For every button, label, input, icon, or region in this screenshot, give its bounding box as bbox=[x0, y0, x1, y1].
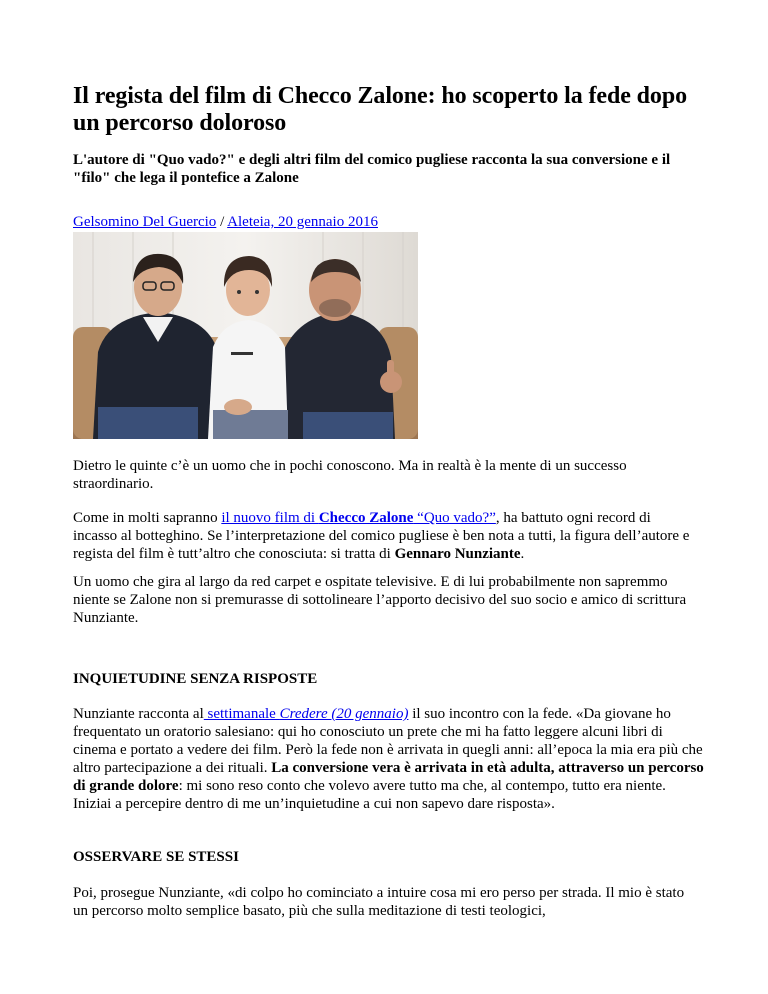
p4-bold: La conversione vera è arrivata in età adulta, attraverso un percorso di grande dolore bbox=[73, 760, 704, 794]
paragraph-1: Dietro le quinte c’è un uomo che in pochi conoscono. Ma in realtà è la mente di un successo straordinario. bbox=[73, 458, 627, 492]
section-heading-1: INQUIETUDINE SENZA RISPOSTE bbox=[73, 671, 318, 687]
article-photo bbox=[73, 232, 418, 439]
section-heading-2: OSSERVARE SE STESSI bbox=[73, 849, 239, 865]
photo-three-men-icon bbox=[73, 232, 418, 439]
article-subtitle: L'autore di "Quo vado?" e degli altri film del comico pugliese racconta la sua conversione e il "filo" che lega il pontefice a Zalone bbox=[73, 152, 671, 186]
author-link[interactable]: Gelsomino Del Guercio bbox=[73, 214, 217, 230]
film-link-bold: Checco Zalone bbox=[318, 510, 414, 526]
p2-text-1: Come in molti sapranno bbox=[73, 510, 222, 526]
p2-bold: Gennaro Nunziante bbox=[394, 546, 521, 562]
paragraph-2 bbox=[73, 509, 693, 563]
film-link-text: il nuovo film di bbox=[221, 510, 319, 526]
paragraph-4 bbox=[73, 705, 705, 813]
source-link[interactable]: Aleteia, 20 gennaio 2016 bbox=[227, 214, 378, 230]
paragraph-5: Poi, prosegue Nunziante, «di colpo ho cominciato a intuire cosa mi ero perso per strada. Il mio è stato un percorso molto semplice basato, più che sulla meditazione di testi teologici, bbox=[73, 885, 685, 919]
byline-separator: / bbox=[216, 214, 228, 230]
p2-text-3: . bbox=[520, 546, 525, 562]
film-link-title: “Quo vado?” bbox=[413, 510, 496, 526]
p4-text-1: Nunziante racconta al bbox=[73, 706, 204, 722]
film-link[interactable] bbox=[221, 510, 496, 526]
p4-text-2: il suo incontro con la fede. «Da giovane ho frequentato un oratorio salesiano: qui ho conosciuto un prete che mi ha fatto leggere alcuni libri di cinema e portato a vedere dei film. Però la fede non è arrivata in quegli anni: all’epoca la mia era più che altro partecipazione a dei rituali. bbox=[73, 706, 703, 776]
credere-link-text: settimanale bbox=[203, 706, 280, 722]
p2-text-2: , ha battuto ogni record di incasso al botteghino. Se l’interpretazione del comico pugliese è ben nota a tutti, la figura dell’autore e regista del film è tutt’altro che conosciuta: si tratta di bbox=[73, 510, 690, 562]
credere-link[interactable] bbox=[204, 706, 409, 722]
paragraph-3: Un uomo che gira al largo da red carpet e ospitate televisive. E di lui probabilmente non sapremmo niente se Zalone non si premurasse di sottolineare l’apporto decisivo del suo socio e amico di scrittura Nunziante. bbox=[73, 574, 687, 626]
credere-link-italic: Credere (20 gennaio) bbox=[279, 706, 409, 722]
p4-text-3: : mi sono reso conto che volevo avere tutto ma che, al contempo, tutto era niente. Iniziai a percepire dentro di me un’inquietudine a cui non sapevo dare risposta». bbox=[73, 778, 666, 812]
article-title: Il regista del film di Checco Zalone: ho scoperto la fede dopo un percorso doloroso bbox=[73, 83, 687, 136]
byline bbox=[73, 213, 378, 231]
